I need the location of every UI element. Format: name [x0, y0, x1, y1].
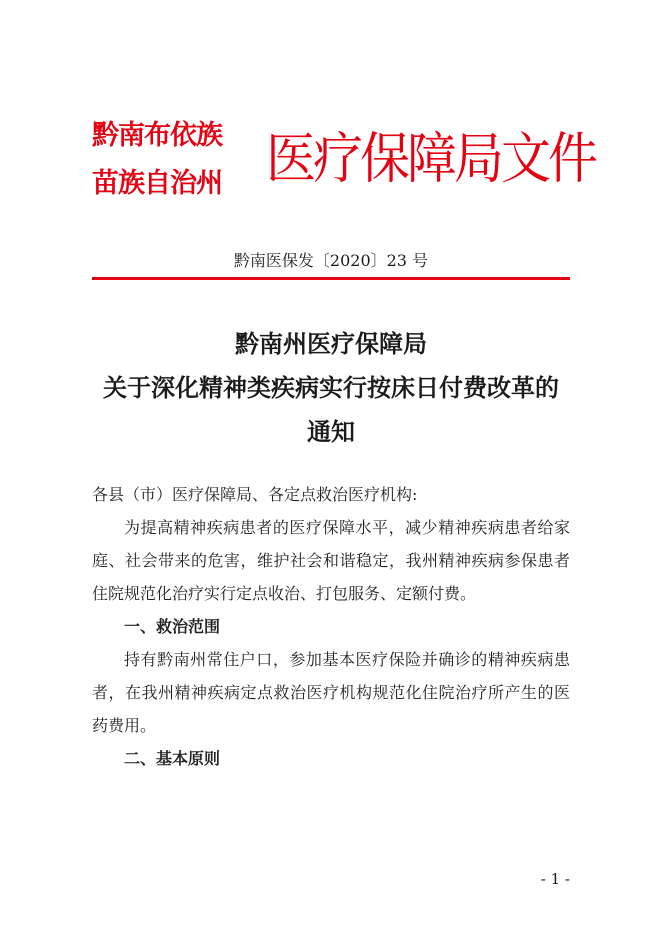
section-heading-scope: 一、救治范围: [124, 617, 221, 636]
page-number: - 1 -: [540, 870, 570, 888]
section-heading-principles: 二、基本原则: [124, 749, 221, 768]
masthead-issuer: [92, 112, 264, 208]
paragraph-scope: 持有黔南州常住户口，参加基本医疗保险并确诊的精神疾病患者，在我州精神疾病定点救治医疗机构规范化住院治疗所产生的医药费用。: [92, 650, 570, 735]
masthead-issuer-line1: 黔南布依族: [92, 120, 222, 151]
red-divider: [92, 277, 570, 280]
title-line3: 通知: [307, 417, 355, 446]
title-line2: 关于深化精神类疾病实行按床日付费改革的: [103, 373, 559, 402]
paragraph-intro: 为提高精神疾病患者的医疗保障水平，减少精神疾病患者给家庭、社会带来的危害，维护社会和谐稳定，我州精神疾病参保患者住院规范化治疗实行定点收治、打包服务、定额付费。: [92, 518, 570, 603]
doc-number: 黔南医保发〔2020〕23 号: [233, 251, 429, 270]
masthead-issuer-line2: 苗族自治州: [92, 168, 222, 199]
document-body: [92, 478, 570, 775]
masthead-doc-type: 医疗保障局文件: [266, 127, 595, 191]
salutation: 各县（市）医疗保障局、各定点救治医疗机构:: [92, 485, 418, 504]
document-title: [0, 322, 662, 454]
title-line1: 黔南州医疗保障局: [235, 329, 427, 358]
